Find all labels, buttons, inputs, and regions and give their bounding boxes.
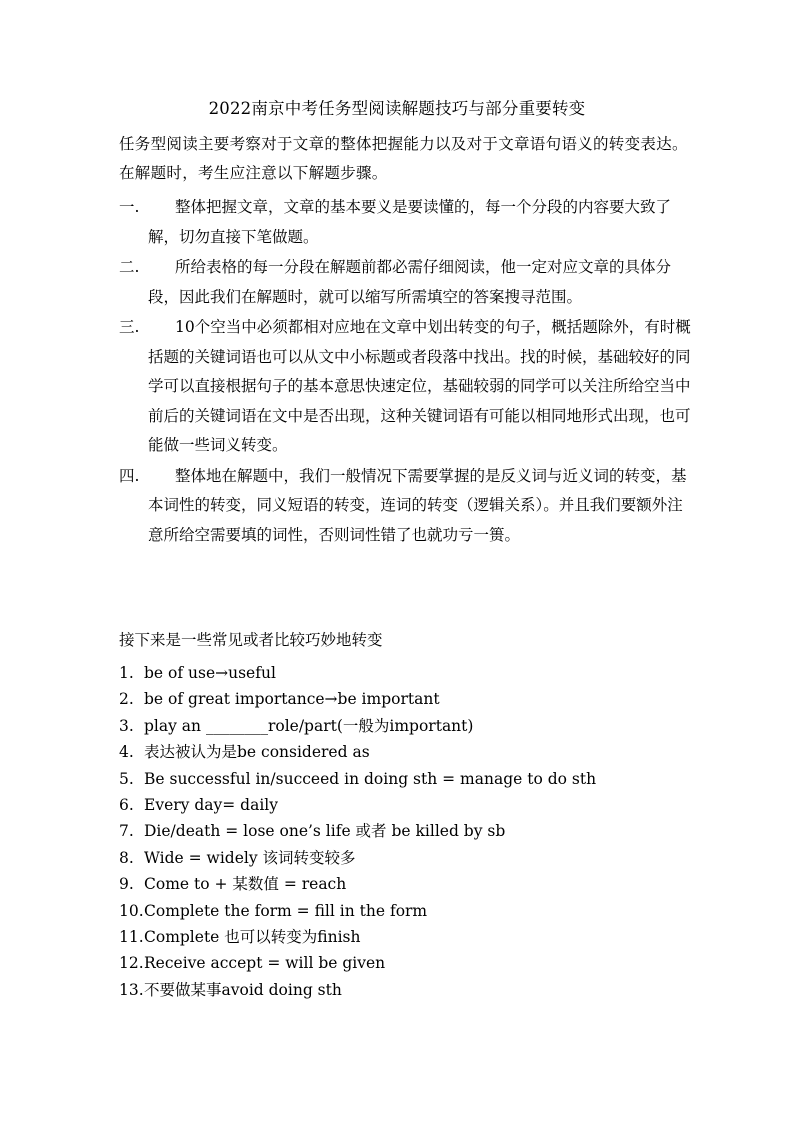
tip-item xyxy=(119,871,699,897)
step-number: 一. xyxy=(119,198,140,216)
tip-item xyxy=(119,845,699,871)
tip-item xyxy=(119,898,699,924)
tip-item xyxy=(119,818,699,844)
tip-number: 8. xyxy=(119,848,134,867)
tip-number: 5. xyxy=(119,769,134,788)
tip-item xyxy=(119,977,699,1003)
tip-number: 9. xyxy=(119,875,134,894)
document-title: 2022南京中考任务型阅读解题技巧与部分重要转变 xyxy=(208,99,586,118)
tip-number: 2. xyxy=(119,690,134,709)
tips-list xyxy=(119,660,699,1003)
tip-number: 1. xyxy=(119,664,134,682)
tip-item xyxy=(119,660,699,686)
tip-item xyxy=(119,950,699,976)
step-item xyxy=(119,462,694,551)
tip-text: play an ________role/part(一般为important) xyxy=(144,716,474,735)
step-text: 整体地在解题中，我们一般情况下需要掌握的是反义词与近义词的转变，基本词性的转变，同义短语的转变，连词的转变（逻辑关系）。并且我们要额外注意所给空需要填的词性，否则词性错了也就功亏一篑。 xyxy=(148,466,687,544)
tip-text: Complete 也可以转变为finish xyxy=(144,927,361,946)
step-text: 整体把握文章，文章的基本要义是要读懂的，每一个分段的内容要大致了解，切勿直接下笔做题。 xyxy=(148,198,672,246)
tip-text: 表达被认为是be considered as xyxy=(144,743,370,762)
steps-list xyxy=(119,193,694,551)
tip-item xyxy=(119,766,699,792)
tip-number: 10. xyxy=(119,901,144,920)
step-number: 四. xyxy=(119,466,140,485)
tip-text: Be successful in/succeed in doing sth = manage to do sth xyxy=(144,769,597,788)
step-text: 所给表格的每一分段在解题前都必需仔细阅读，他一定对应文章的具体分段，因此我们在解题时，就可以缩写所需填空的答案搜寻范围。 xyxy=(148,258,672,306)
tip-item xyxy=(119,924,699,950)
intro-paragraph: 任务型阅读主要考察对于文章的整体把握能力以及对于文章语句语义的转变表达。在解题时，考生应注意以下解题步骤。 xyxy=(119,135,688,182)
tip-number: 12. xyxy=(119,954,144,973)
tip-text: Wide = widely 该词转变较多 xyxy=(144,848,356,867)
step-item xyxy=(119,253,694,312)
tip-item xyxy=(119,686,699,712)
tip-number: 3. xyxy=(119,716,134,735)
tip-item xyxy=(119,739,699,765)
tip-item xyxy=(119,792,699,818)
step-number: 三. xyxy=(119,318,140,336)
tip-text: Receive accept = will be given xyxy=(144,954,386,973)
step-text: 10个空当中必须都相对应地在文章中划出转变的句子，概括题除外，有时概括题的关键词语也可以从文中小标题或者段落中找出。找的时候，基础较好的同学可以直接根据句子的基本意思快速定位，基础较弱的同学可以关注所给空当中前后的关键词语在文中是否出现，这种关键词语有可能以相同地形式出现，也可能做一些词义转变。 xyxy=(148,318,691,454)
step-item xyxy=(119,313,694,461)
tips-subheading: 接下来是一些常见或者比较巧妙地转变 xyxy=(119,631,383,649)
tip-text: be of great importance→be important xyxy=(144,690,440,709)
tip-text: be of use→useful xyxy=(144,664,276,682)
tip-text: Die/death = lose one’s life 或者 be killed by sb xyxy=(144,822,506,841)
tip-text: Every day= daily xyxy=(144,795,279,814)
tip-text: Come to + 某数值 = reach xyxy=(144,875,347,894)
tip-number: 7. xyxy=(119,822,134,841)
tip-item xyxy=(119,713,699,739)
step-item xyxy=(119,193,694,252)
tip-number: 13. xyxy=(119,980,144,999)
tip-text: 不要做某事avoid doing sth xyxy=(144,980,342,999)
tip-number: 11. xyxy=(119,927,144,946)
tip-number: 6. xyxy=(119,795,134,814)
step-number: 二. xyxy=(119,258,140,276)
tip-number: 4. xyxy=(119,743,134,762)
tip-text: Complete the form = fill in the form xyxy=(144,901,428,920)
